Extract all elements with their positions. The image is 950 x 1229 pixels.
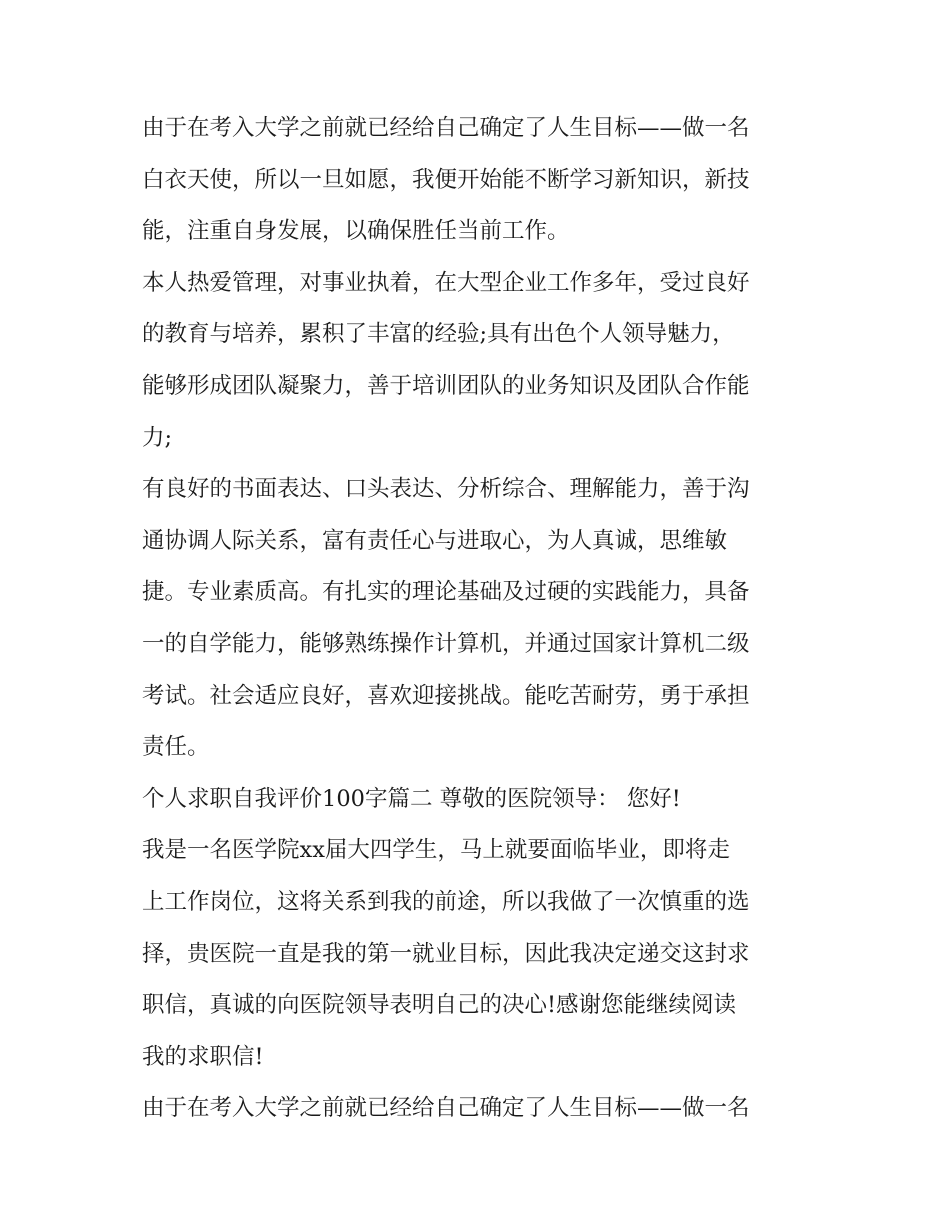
section-heading-line: 个人求职自我评价100字篇二 尊敬的医院领导： 您好!: [142, 785, 681, 812]
document-body: [142, 103, 822, 1135]
text-line: 职信，真诚的向医院领导表明自己的决心!感谢您能继续阅读: [142, 992, 737, 1019]
text-line: 通协调人际关系，富有责任心与进取心，为人真诚，思维敏: [142, 527, 728, 554]
text-line: 能够形成团队凝聚力，善于培训团队的业务知识及团队合作能: [142, 372, 750, 399]
text-line: 力;: [142, 424, 173, 451]
text-line: 我是一名医学院xx届大四学生，马上就要面临毕业，即将走: [142, 837, 730, 864]
text-line: 由于在考入大学之前就已经给自己确定了人生目标——做一名: [142, 1095, 750, 1122]
text-line: 的教育与培养，累积了丰富的经验;具有出色个人领导魅力，: [142, 321, 735, 348]
text-line: 一的自学能力，能够熟练操作计算机，并通过国家计算机二级: [142, 630, 750, 657]
text-line: 能，注重自身发展，以确保胜任当前工作。: [142, 218, 570, 245]
text-line: 我的求职信!: [142, 1043, 264, 1070]
text-line: 责任。: [142, 734, 210, 761]
text-line: 考试。社会适应良好，喜欢迎接挑战。能吃苦耐劳，勇于承担: [142, 682, 750, 709]
text-line: 本人热爱管理，对事业执着，在大型企业工作多年，受过良好: [142, 269, 750, 296]
text-line: 由于在考入大学之前就已经给自己确定了人生目标——做一名: [142, 115, 750, 141]
text-line: 择，贵医院一直是我的第一就业目标，因此我决定递交这封求: [142, 940, 750, 967]
text-line: 捷。专业素质高。有扎实的理论基础及过硬的实践能力，具备: [142, 579, 750, 606]
text-line: 有良好的书面表达、口头表达、分析综合、理解能力，善于沟: [142, 476, 750, 503]
text-line: 上工作岗位，这将关系到我的前途，所以我做了一次慎重的选: [142, 888, 750, 915]
text-line: 白衣天使，所以一旦如愿，我便开始能不断学习新知识，新技: [142, 166, 750, 193]
